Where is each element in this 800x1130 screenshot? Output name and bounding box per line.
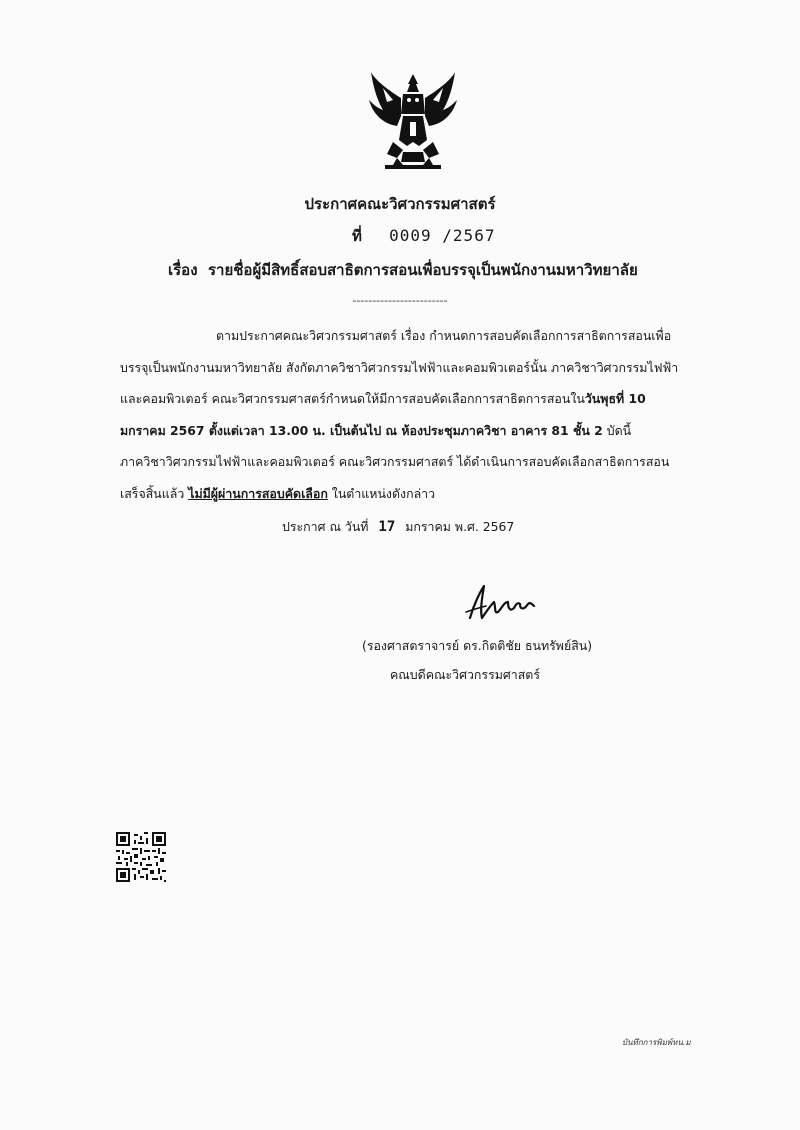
- signer-name: (รองศาสตราจารย์ ดร.กิตติชัย ธนทรัพย์สิน): [362, 638, 593, 653]
- announcement-suffix: มกราคม พ.ศ. 2567: [405, 519, 515, 534]
- body-line-3-date: วันพุธที่ 10: [584, 391, 646, 406]
- body-line-3-text: และคอมพิวเตอร์ คณะวิศวกรรมศาสตร์กำหนดให้มีการสอบคัดเลือกการสาธิตการสอนใน: [120, 391, 585, 406]
- number-label: ที่: [352, 227, 362, 245]
- qr-code-icon: [116, 832, 166, 882]
- body-line-6: [120, 478, 710, 510]
- body-line-4-text: บัดนี้: [602, 422, 632, 438]
- body-line-6-post: ในตำแหน่งดังกล่าว: [327, 485, 436, 501]
- body-line-5: ภาควิชาวิศวกรรมไฟฟ้าและคอมพิวเตอร์ คณะวิศวกรรมศาสตร์ ได้ดำเนินการสอบคัดเลือกสาธิตการสอน: [120, 454, 670, 469]
- body-text: [120, 320, 710, 509]
- number-value: 0009 /2567: [389, 226, 496, 245]
- subject-text: รายชื่อผู้มีสิทธิ์สอบสาธิตการสอนเพื่อบรรจุเป็นพนักงานมหาวิทยาลัย: [207, 261, 638, 279]
- subject-label: เรื่อง: [168, 261, 198, 279]
- document-title: ประกาศคณะวิศวกรรมศาสตร์: [304, 195, 496, 213]
- announcement-day: 17: [378, 519, 396, 535]
- body-line-6-pre: เสร็จสิ้นแล้ว: [120, 485, 189, 501]
- garuda-emblem-icon: [363, 70, 463, 175]
- body-line-3: [120, 383, 710, 415]
- body-line-1: ตามประกาศคณะวิศวกรรมศาสตร์ เรื่อง กำหนดการสอบคัดเลือกการสาธิตการสอนเพื่อ: [216, 328, 672, 343]
- body-line-4: [120, 415, 710, 447]
- body-line-4-detail: มกราคม 2567 ตั้งแต่เวลา 13.00 น. เป็นต้นไป ณ ห้องประชุมภาควิชา อาคาร 81 ชั้น 2: [120, 422, 603, 438]
- document-number: [352, 224, 495, 248]
- handwritten-signature: [458, 582, 548, 624]
- signer-title: คณบดีคณะวิศวกรรมศาสตร์: [390, 667, 540, 682]
- body-line-2: บรรจุเป็นพนักงานมหาวิทยาลัย สังกัดภาควิชาวิศวกรรมไฟฟ้าและคอมพิวเตอร์นั้น ภาควิชาวิศวกรรมไฟฟ้า: [120, 359, 679, 375]
- document-subject: [168, 258, 638, 282]
- footer-note: บันทึกการพิมพ์หน.ม: [622, 1038, 691, 1047]
- announcement-prefix: ประกาศ ณ วันที่: [282, 519, 369, 534]
- result-statement: ไม่มีผู้ผ่านการสอบคัดเลือก: [188, 485, 328, 501]
- divider-line: ------------------------: [352, 294, 448, 307]
- announcement-date: [282, 518, 514, 537]
